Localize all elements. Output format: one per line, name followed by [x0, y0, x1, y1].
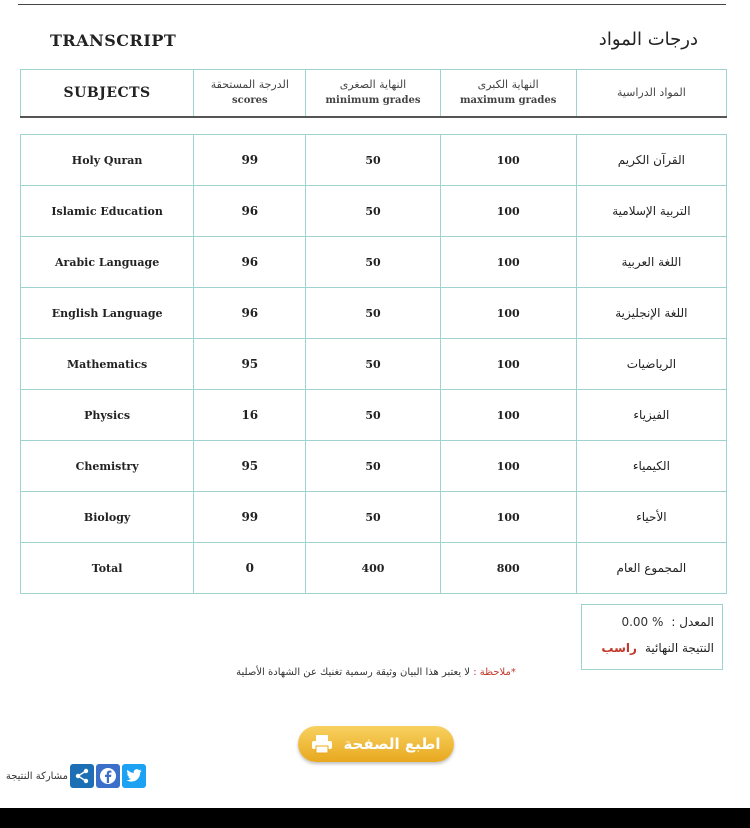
min-cell: 50 — [306, 288, 440, 339]
subject-ar-cell: اللغة العربية — [576, 237, 726, 288]
table-row-total — [21, 543, 727, 594]
final-result-row — [601, 641, 714, 655]
header-min — [306, 70, 440, 118]
subject-ar-cell: القرآن الكريم — [576, 135, 726, 186]
header-subjects-ar-label: المواد الدراسية — [616, 86, 686, 99]
score-cell: 95 — [194, 441, 306, 492]
score-cell: 96 — [194, 186, 306, 237]
table-gap-cell — [21, 117, 727, 135]
table-row — [21, 390, 727, 441]
subject-cell: English Language — [21, 288, 194, 339]
header-max-ar: النهاية الكبرى — [477, 78, 539, 91]
min-cell: 50 — [306, 186, 440, 237]
final-result-value: راسب — [601, 641, 637, 655]
subject-ar-cell: الفيزياء — [576, 390, 726, 441]
max-cell: 100 — [440, 441, 576, 492]
header-min-en: minimum grades — [325, 95, 421, 106]
min-cell: 50 — [306, 237, 440, 288]
print-page-button[interactable] — [298, 726, 454, 762]
transcript-title-arabic: درجات المواد — [598, 29, 698, 50]
max-cell: 100 — [440, 186, 576, 237]
score-cell: 96 — [194, 237, 306, 288]
subject-ar-cell: التربية الإسلامية — [576, 186, 726, 237]
max-cell: 100 — [440, 492, 576, 543]
score-cell: 95 — [194, 339, 306, 390]
final-result-label: النتيجة النهائية — [644, 641, 714, 655]
table-gap — [21, 117, 727, 135]
transcript-title: TRANSCRIPT — [50, 31, 177, 50]
average-row — [621, 615, 714, 629]
score-cell: 16 — [194, 390, 306, 441]
min-cell: 50 — [306, 441, 440, 492]
subject-ar-cell: الرياضيات — [576, 339, 726, 390]
header-max — [440, 70, 576, 118]
score-cell: 0 — [194, 543, 306, 594]
header-subjects-ar — [576, 70, 726, 118]
header-scores-en: scores — [231, 95, 268, 106]
note-text: لا يعتبر هذا البيان وثيقة رسمية تغنيك عن الشهادة الأصلية — [236, 667, 471, 678]
disclaimer-note — [216, 667, 536, 678]
header-min-ar: النهاية الصغرى — [339, 78, 407, 91]
subject-cell: Mathematics — [21, 339, 194, 390]
bottom-bar — [0, 808, 750, 828]
top-divider — [18, 4, 726, 5]
header-max-en: maximum grades — [459, 95, 557, 106]
subject-ar-cell: الكيمياء — [576, 441, 726, 492]
max-cell: 100 — [440, 237, 576, 288]
header-scores-ar: الدرجة المستحقة — [210, 78, 289, 91]
table-row — [21, 186, 727, 237]
subject-cell: Chemistry — [21, 441, 194, 492]
table-row — [21, 135, 727, 186]
average-label: المعدل : — [671, 615, 714, 629]
table-row — [21, 288, 727, 339]
table-row — [21, 441, 727, 492]
subject-cell: Islamic Education — [21, 186, 194, 237]
header-subjects: SUBJECTS — [21, 70, 194, 118]
score-cell: 96 — [194, 288, 306, 339]
header-scores — [194, 70, 306, 118]
print-button-label: اطبع الصفحة — [343, 735, 441, 753]
share-bar — [0, 764, 146, 788]
subject-cell: Physics — [21, 390, 194, 441]
note-label: *ملاحظة : — [473, 667, 516, 678]
facebook-icon[interactable] — [96, 764, 120, 788]
min-cell: 400 — [306, 543, 440, 594]
share-label: مشاركة النتيجة — [5, 770, 68, 782]
share-icon[interactable] — [70, 764, 94, 788]
max-cell: 100 — [440, 390, 576, 441]
score-cell: 99 — [194, 492, 306, 543]
subject-cell: Holy Quran — [21, 135, 194, 186]
average-value: 0.00 % — [621, 615, 664, 629]
subject-cell: Arabic Language — [21, 237, 194, 288]
max-cell: 100 — [440, 339, 576, 390]
subject-ar-cell: المجموع العام — [576, 543, 726, 594]
min-cell: 50 — [306, 492, 440, 543]
score-cell: 99 — [194, 135, 306, 186]
subject-ar-cell: الأحياء — [576, 492, 726, 543]
min-cell: 50 — [306, 339, 440, 390]
min-cell: 50 — [306, 390, 440, 441]
table-row — [21, 237, 727, 288]
table-header-row — [21, 70, 727, 118]
grades-table — [20, 69, 727, 594]
subject-cell: Biology — [21, 492, 194, 543]
max-cell: 100 — [440, 288, 576, 339]
table-row — [21, 339, 727, 390]
max-cell: 800 — [440, 543, 576, 594]
max-cell: 100 — [440, 135, 576, 186]
printer-icon — [311, 734, 333, 754]
twitter-icon[interactable] — [122, 764, 146, 788]
subject-ar-cell: اللغة الإنجليزية — [576, 288, 726, 339]
subject-cell: Total — [21, 543, 194, 594]
result-summary — [581, 604, 723, 670]
table-row — [21, 492, 727, 543]
min-cell: 50 — [306, 135, 440, 186]
